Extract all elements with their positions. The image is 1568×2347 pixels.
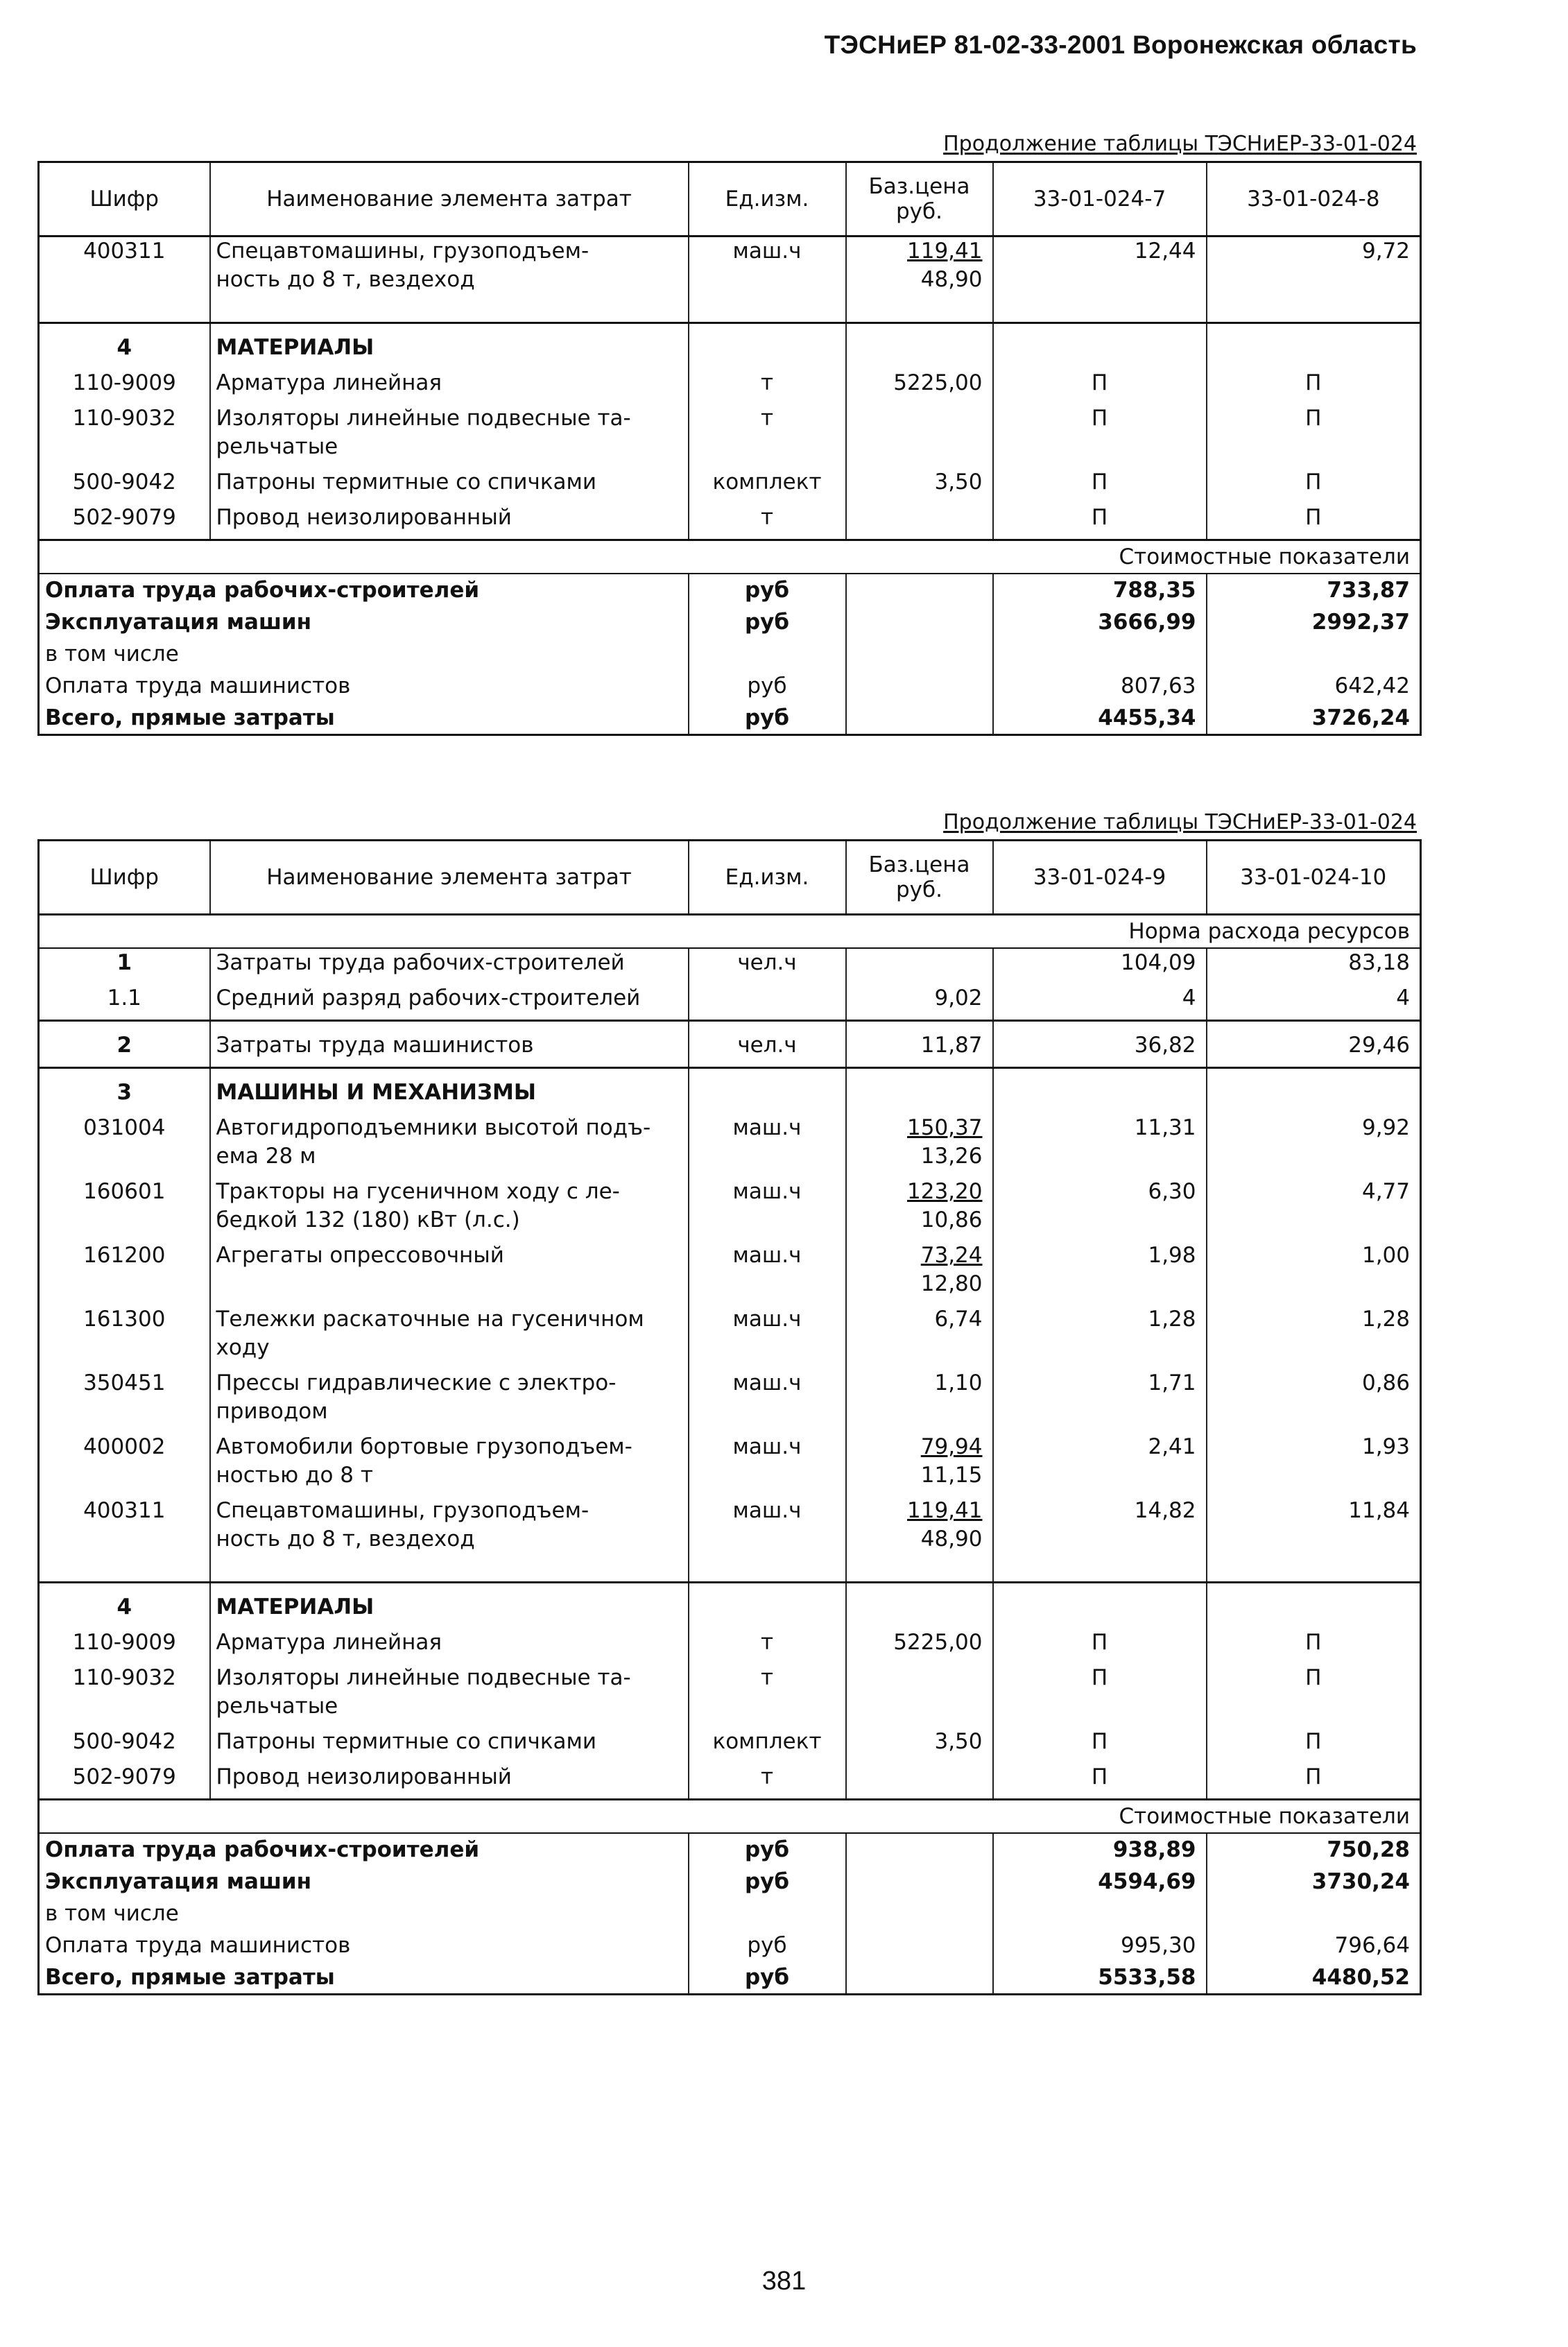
row-price-value: 1,10 <box>934 1370 983 1395</box>
table-body <box>39 915 1421 1995</box>
col-name-header: Наименование элемента затрат <box>210 841 689 915</box>
row-name-line1: Тележки раскаточные на гусеничном <box>216 1307 644 1332</box>
row-value-a: 4 <box>993 984 1207 1021</box>
row-value-a: П <box>993 468 1207 504</box>
row-price <box>846 1241 993 1305</box>
row-price <box>846 1433 993 1497</box>
table-row <box>39 1664 1421 1728</box>
summary-unit: руб <box>689 1961 846 1995</box>
row-name <box>210 504 689 540</box>
summary-label: Оплата труда рабочих-строителей <box>39 574 689 606</box>
row-price-value: 150,37 <box>907 1115 983 1140</box>
table-row <box>39 1433 1421 1497</box>
summary-value-a: 938,89 <box>993 1833 1207 1866</box>
summary-value-b: 3726,24 <box>1207 702 1421 735</box>
summary-label: Оплата труда рабочих-строителей <box>39 1833 689 1866</box>
summary-value-b: 796,64 <box>1207 1929 1421 1961</box>
row-value-b: П <box>1207 1763 1421 1800</box>
summary-label: Эксплуатация машин <box>39 1866 689 1898</box>
row-unit: т <box>689 1628 846 1664</box>
row-name-line1: Изоляторы линейные подвесные та- <box>216 1665 631 1690</box>
row-value-b: 4,77 <box>1207 1178 1421 1241</box>
summary-price <box>846 702 993 735</box>
summary-value-a: 4594,69 <box>993 1866 1207 1898</box>
row-code: 400311 <box>39 237 210 323</box>
row-code: 500-9042 <box>39 468 210 504</box>
row-code: 031004 <box>39 1114 210 1178</box>
row-code: 110-9032 <box>39 1664 210 1728</box>
row-name-line1: Затраты труда рабочих-строителей <box>216 950 625 975</box>
row-name-line1: МАТЕРИАЛЫ <box>216 335 374 360</box>
row-name-line1: Прессы гидравлические с электро- <box>216 1370 617 1395</box>
summary-price <box>846 1866 993 1898</box>
price-header-line1: Баз.цена <box>868 174 970 199</box>
row-price <box>846 1114 993 1178</box>
row-name <box>210 1664 689 1728</box>
row-unit: т <box>689 504 846 540</box>
row-code: 1.1 <box>39 984 210 1021</box>
row-name <box>210 1433 689 1497</box>
norm-title: Норма расхода ресурсов <box>39 915 1421 949</box>
row-price-value: 79,94 <box>920 1434 983 1459</box>
row-price-wage: 12,80 <box>920 1271 983 1296</box>
row-name <box>210 948 689 984</box>
row-price <box>846 948 993 984</box>
summary-row <box>39 1929 1421 1961</box>
row-unit: маш.ч <box>689 1305 846 1369</box>
price-header-line2: руб. <box>896 199 942 224</box>
row-price-wage: 11,15 <box>920 1463 983 1488</box>
summary-label: Всего, прямые затраты <box>39 702 689 735</box>
row-name <box>210 237 689 323</box>
row-value-a: П <box>993 404 1207 468</box>
row-unit <box>689 1583 846 1629</box>
summary-price <box>846 1898 993 1929</box>
table-row <box>39 404 1421 468</box>
row-unit: маш.ч <box>689 1433 846 1497</box>
row-value-b: 9,92 <box>1207 1114 1421 1178</box>
row-name <box>210 1628 689 1664</box>
table-row <box>39 1021 1421 1068</box>
row-name <box>210 468 689 504</box>
summary-value-b: 642,42 <box>1207 670 1421 702</box>
row-name <box>210 984 689 1021</box>
row-value-b: П <box>1207 468 1421 504</box>
table-row <box>39 504 1421 540</box>
row-unit: комплект <box>689 1728 846 1763</box>
summary-price <box>846 574 993 606</box>
cost-title: Стоимостные показатели <box>39 1800 1421 1834</box>
row-value-b: П <box>1207 1664 1421 1728</box>
row-price <box>846 237 993 323</box>
row-unit: комплект <box>689 468 846 504</box>
row-code: 400311 <box>39 1497 210 1583</box>
summary-label: Оплата труда машинистов <box>39 1929 689 1961</box>
row-name-line1: Тракторы на гусеничном ходу с ле- <box>216 1179 620 1204</box>
summary-row <box>39 702 1421 735</box>
col-price-header <box>846 162 993 237</box>
row-price <box>846 1068 993 1115</box>
row-price <box>846 504 993 540</box>
table-row <box>39 468 1421 504</box>
row-value-a: 104,09 <box>993 948 1207 984</box>
row-price-value: 123,20 <box>907 1179 983 1204</box>
row-name-line2: ходу <box>216 1335 270 1360</box>
row-unit: маш.ч <box>689 1178 846 1241</box>
row-name <box>210 1583 689 1629</box>
row-value-b: 1,28 <box>1207 1305 1421 1369</box>
summary-unit <box>689 1898 846 1929</box>
row-name <box>210 1114 689 1178</box>
col-unit-header: Ед.изм. <box>689 162 846 237</box>
row-name-line2: ема 28 м <box>216 1144 316 1169</box>
row-unit: маш.ч <box>689 1241 846 1305</box>
table-row <box>39 1305 1421 1369</box>
row-name-line1: Изоляторы линейные подвесные та- <box>216 406 631 431</box>
summary-value-a: 788,35 <box>993 574 1207 606</box>
row-unit: т <box>689 1763 846 1800</box>
row-name <box>210 1497 689 1583</box>
resource-table-2 <box>37 839 1422 1995</box>
row-name-line2: ность до 8 т, вездеход <box>216 267 475 292</box>
page-number: 381 <box>761 2267 807 2296</box>
summary-value-a <box>993 1898 1207 1929</box>
row-price <box>846 468 993 504</box>
row-code: 110-9009 <box>39 369 210 404</box>
resource-table-1 <box>37 161 1422 736</box>
row-price <box>846 1664 993 1728</box>
row-code: 3 <box>39 1068 210 1115</box>
row-name <box>210 1305 689 1369</box>
summary-unit: руб <box>689 1866 846 1898</box>
summary-unit: руб <box>689 1833 846 1866</box>
row-price <box>846 1728 993 1763</box>
table-row <box>39 1763 1421 1800</box>
summary-price <box>846 1961 993 1995</box>
table-row <box>39 948 1421 984</box>
row-name-line1: Арматура линейная <box>216 1630 442 1655</box>
summary-row <box>39 574 1421 606</box>
table-row <box>39 1628 1421 1664</box>
row-value-b <box>1207 323 1421 370</box>
row-unit <box>689 323 846 370</box>
col-name-header: Наименование элемента затрат <box>210 162 689 237</box>
row-value-a: 36,82 <box>993 1021 1207 1068</box>
summary-label: в том числе <box>39 638 689 670</box>
summary-row <box>39 638 1421 670</box>
row-price-wage: 13,26 <box>920 1144 983 1169</box>
row-name-line1: МАШИНЫ И МЕХАНИЗМЫ <box>216 1080 536 1105</box>
page-header: ТЭСНиЕР 81-02-33-2001 Воронежская область <box>824 31 1417 59</box>
row-name-line1: Провод неизолированный <box>216 505 512 530</box>
row-unit <box>689 1068 846 1115</box>
row-name <box>210 1369 689 1433</box>
row-value-b: П <box>1207 369 1421 404</box>
row-price <box>846 1583 993 1629</box>
row-name <box>210 1763 689 1800</box>
row-price-value: 119,41 <box>907 1498 983 1523</box>
summary-unit: руб <box>689 574 846 606</box>
row-value-a <box>993 323 1207 370</box>
row-name-line2: приводом <box>216 1399 328 1424</box>
col-a-header: 33-01-024-7 <box>993 162 1207 237</box>
row-price <box>846 984 993 1021</box>
summary-price <box>846 1833 993 1866</box>
row-value-b: 29,46 <box>1207 1021 1421 1068</box>
row-value-b: 4 <box>1207 984 1421 1021</box>
row-price <box>846 1178 993 1241</box>
table-row <box>39 1728 1421 1763</box>
table-row <box>39 323 1421 370</box>
summary-value-b: 733,87 <box>1207 574 1421 606</box>
summary-label: Всего, прямые затраты <box>39 1961 689 1995</box>
row-price <box>846 1628 993 1664</box>
row-unit <box>689 984 846 1021</box>
summary-unit: руб <box>689 670 846 702</box>
row-name-line1: Автомобили бортовые грузоподъем- <box>216 1434 632 1459</box>
table-row <box>39 1369 1421 1433</box>
row-name <box>210 1241 689 1305</box>
table-row <box>39 1241 1421 1305</box>
row-name <box>210 1021 689 1068</box>
row-value-a <box>993 1583 1207 1629</box>
summary-price <box>846 606 993 638</box>
table-row <box>39 1583 1421 1629</box>
table-row <box>39 237 1421 323</box>
row-unit: т <box>689 369 846 404</box>
row-name-line1: Затраты труда машинистов <box>216 1033 534 1058</box>
table-row <box>39 1114 1421 1178</box>
summary-unit <box>689 638 846 670</box>
row-value-a: П <box>993 1664 1207 1728</box>
summary-value-a: 3666,99 <box>993 606 1207 638</box>
summary-row <box>39 1833 1421 1866</box>
row-code: 4 <box>39 323 210 370</box>
row-code: 502-9079 <box>39 1763 210 1800</box>
table-continuation-caption: Продолжение таблицы ТЭСНиЕР-33-01-024 <box>943 810 1417 834</box>
row-unit: чел.ч <box>689 948 846 984</box>
row-name-line1: Автогидроподъемники высотой подъ- <box>216 1115 651 1140</box>
price-header-line2: руб. <box>896 877 942 902</box>
cost-title: Стоимостные показатели <box>39 540 1421 574</box>
row-price <box>846 1497 993 1583</box>
row-name-line1: Средний разряд рабочих-строителей <box>216 986 641 1011</box>
row-value-b: 1,00 <box>1207 1241 1421 1305</box>
row-price <box>846 1305 993 1369</box>
price-header-line1: Баз.цена <box>868 852 970 877</box>
row-name-line2: ность до 8 т, вездеход <box>216 1527 475 1551</box>
row-value-a: П <box>993 1728 1207 1763</box>
row-name-line2: рельчатые <box>216 1694 338 1719</box>
row-name <box>210 1068 689 1115</box>
table-row <box>39 1068 1421 1115</box>
row-unit: маш.ч <box>689 1369 846 1433</box>
summary-label: Эксплуатация машин <box>39 606 689 638</box>
row-unit: чел.ч <box>689 1021 846 1068</box>
row-price-wage: 48,90 <box>920 267 983 292</box>
summary-row <box>39 606 1421 638</box>
row-value-b: 0,86 <box>1207 1369 1421 1433</box>
row-name-line1: Спецавтомашины, грузоподъем- <box>216 1498 589 1523</box>
row-name-line1: Арматура линейная <box>216 370 442 395</box>
col-code-header: Шифр <box>39 841 210 915</box>
row-code: 400002 <box>39 1433 210 1497</box>
table-body <box>39 237 1421 735</box>
row-price-wage: 10,86 <box>920 1207 983 1232</box>
row-value-a: П <box>993 1628 1207 1664</box>
row-code: 4 <box>39 1583 210 1629</box>
col-b-header: 33-01-024-10 <box>1207 841 1421 915</box>
row-value-a <box>993 1068 1207 1115</box>
table-row <box>39 369 1421 404</box>
row-price-value: 119,41 <box>907 239 983 264</box>
row-value-b: 83,18 <box>1207 948 1421 984</box>
row-value-b <box>1207 1068 1421 1115</box>
row-code: 502-9079 <box>39 504 210 540</box>
summary-value-b: 2992,37 <box>1207 606 1421 638</box>
row-price-value: 3,50 <box>934 1729 983 1754</box>
row-price-value: 11,87 <box>920 1033 983 1058</box>
table-continuation-caption: Продолжение таблицы ТЭСНиЕР-33-01-024 <box>943 132 1417 156</box>
row-value-b <box>1207 1583 1421 1629</box>
summary-price <box>846 670 993 702</box>
row-name-line1: Агрегаты опрессовочный <box>216 1243 504 1268</box>
summary-unit: руб <box>689 606 846 638</box>
row-code: 350451 <box>39 1369 210 1433</box>
row-price <box>846 369 993 404</box>
row-name <box>210 404 689 468</box>
row-code: 161300 <box>39 1305 210 1369</box>
row-unit: т <box>689 1664 846 1728</box>
row-name <box>210 1728 689 1763</box>
summary-value-a: 4455,34 <box>993 702 1207 735</box>
summary-price <box>846 1929 993 1961</box>
table-header-row <box>39 162 1421 237</box>
row-name-line1: Провод неизолированный <box>216 1764 512 1789</box>
summary-value-b: 3730,24 <box>1207 1866 1421 1898</box>
row-name-line1: Патроны термитные со спичками <box>216 1729 597 1754</box>
row-name-line2: рельчатые <box>216 434 338 459</box>
row-price <box>846 1369 993 1433</box>
section-title-row <box>39 1800 1421 1834</box>
row-value-b: П <box>1207 404 1421 468</box>
section-title-row <box>39 915 1421 949</box>
row-value-a: 11,31 <box>993 1114 1207 1178</box>
summary-row <box>39 1898 1421 1929</box>
row-code: 110-9009 <box>39 1628 210 1664</box>
row-price <box>846 1763 993 1800</box>
row-price <box>846 323 993 370</box>
row-value-a: П <box>993 1763 1207 1800</box>
row-value-a: 1,28 <box>993 1305 1207 1369</box>
row-name <box>210 369 689 404</box>
summary-value-a: 995,30 <box>993 1929 1207 1961</box>
summary-value-a: 807,63 <box>993 670 1207 702</box>
table-row <box>39 984 1421 1021</box>
row-price-value: 5225,00 <box>893 370 983 395</box>
row-value-a: П <box>993 504 1207 540</box>
row-price <box>846 404 993 468</box>
row-price-value: 3,50 <box>934 470 983 495</box>
row-value-a: 2,41 <box>993 1433 1207 1497</box>
row-price-value: 5225,00 <box>893 1630 983 1655</box>
row-value-a: 1,98 <box>993 1241 1207 1305</box>
row-price-value: 9,02 <box>934 986 983 1011</box>
row-code: 110-9032 <box>39 404 210 468</box>
row-code: 500-9042 <box>39 1728 210 1763</box>
summary-value-b: 750,28 <box>1207 1833 1421 1866</box>
summary-value-a: 5533,58 <box>993 1961 1207 1995</box>
row-name <box>210 1178 689 1241</box>
row-name-line1: Патроны термитные со спичками <box>216 470 597 495</box>
row-unit: маш.ч <box>689 237 846 323</box>
summary-label: в том числе <box>39 1898 689 1929</box>
row-price <box>846 1021 993 1068</box>
row-code: 2 <box>39 1021 210 1068</box>
row-value-a: П <box>993 369 1207 404</box>
table-row <box>39 1497 1421 1583</box>
summary-value-b <box>1207 1898 1421 1929</box>
row-value-b: П <box>1207 1728 1421 1763</box>
row-code: 161200 <box>39 1241 210 1305</box>
col-a-header: 33-01-024-9 <box>993 841 1207 915</box>
row-name-line1: Спецавтомашины, грузоподъем- <box>216 239 589 264</box>
col-unit-header: Ед.изм. <box>689 841 846 915</box>
row-code: 160601 <box>39 1178 210 1241</box>
row-name-line2: бедкой 132 (180) кВт (л.с.) <box>216 1207 520 1232</box>
row-unit: т <box>689 404 846 468</box>
row-value-b: П <box>1207 504 1421 540</box>
summary-value-b <box>1207 638 1421 670</box>
summary-unit: руб <box>689 1929 846 1961</box>
section-title-row <box>39 540 1421 574</box>
summary-value-a <box>993 638 1207 670</box>
row-value-a: 1,71 <box>993 1369 1207 1433</box>
summary-unit: руб <box>689 702 846 735</box>
row-unit: маш.ч <box>689 1114 846 1178</box>
row-value-b: П <box>1207 1628 1421 1664</box>
row-value-b: 11,84 <box>1207 1497 1421 1583</box>
col-price-header <box>846 841 993 915</box>
summary-row <box>39 670 1421 702</box>
row-unit: маш.ч <box>689 1497 846 1583</box>
summary-label: Оплата труда машинистов <box>39 670 689 702</box>
row-code: 1 <box>39 948 210 984</box>
row-value-a: 14,82 <box>993 1497 1207 1583</box>
row-name-line2: ностью до 8 т <box>216 1463 373 1488</box>
row-price-wage: 48,90 <box>920 1527 983 1551</box>
row-name <box>210 323 689 370</box>
col-b-header: 33-01-024-8 <box>1207 162 1421 237</box>
table-header-row <box>39 841 1421 915</box>
row-value-a: 6,30 <box>993 1178 1207 1241</box>
table-row <box>39 1178 1421 1241</box>
row-value-a: 12,44 <box>993 237 1207 323</box>
row-price-value: 6,74 <box>934 1307 983 1332</box>
summary-value-b: 4480,52 <box>1207 1961 1421 1995</box>
row-value-b: 9,72 <box>1207 237 1421 323</box>
summary-row <box>39 1866 1421 1898</box>
col-code-header: Шифр <box>39 162 210 237</box>
row-name-line1: МАТЕРИАЛЫ <box>216 1594 374 1619</box>
row-price-value: 73,24 <box>920 1243 983 1268</box>
row-value-b: 1,93 <box>1207 1433 1421 1497</box>
summary-price <box>846 638 993 670</box>
summary-row <box>39 1961 1421 1995</box>
